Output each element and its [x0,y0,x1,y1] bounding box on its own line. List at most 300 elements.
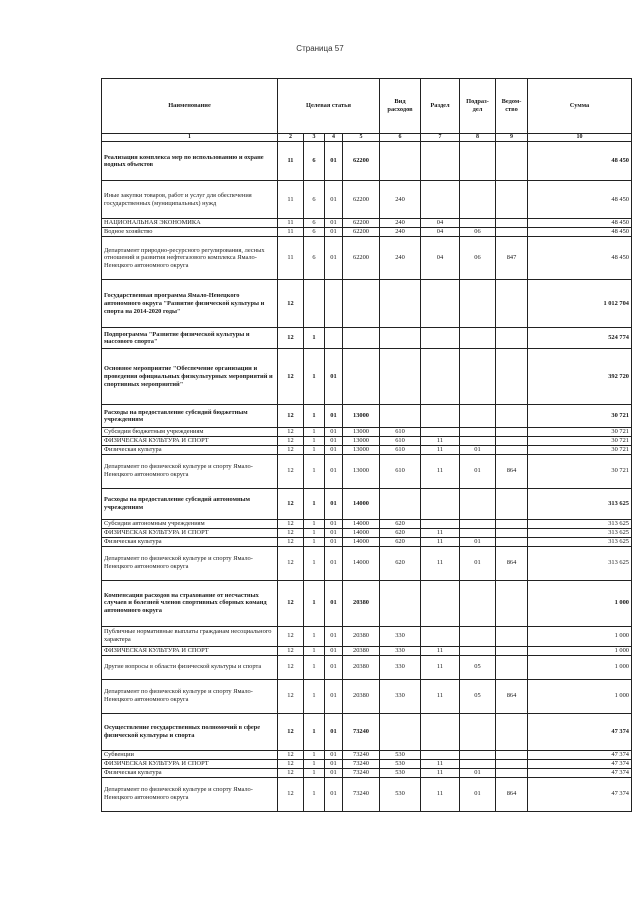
row-name: Другие вопросы в области физической культуры и спорта [102,655,278,679]
cell-subprogram [304,280,325,328]
cell-expense-type: 330 [380,646,421,655]
cell-section: 11 [421,436,460,445]
table-row [102,759,632,768]
row-name: Физическая культура [102,768,278,777]
cell-program: 11 [278,181,304,219]
cell-section [421,428,460,437]
cell-subprogram: 1 [304,546,325,580]
cell-program: 12 [278,519,304,528]
cell-section [421,280,460,328]
cell-expense-type: 330 [380,679,421,713]
cell-subprogram: 1 [304,679,325,713]
cell-sum: 47 374 [528,713,632,750]
cell-expense-type: 620 [380,537,421,546]
cell-sum: 313 625 [528,488,632,519]
row-name: ФИЗИЧЕСКАЯ КУЛЬТУРА И СПОРТ [102,759,278,768]
header-target-article: Целевая статья [278,79,380,134]
cell-subprogram: 1 [304,626,325,646]
row-name: Осуществление государственных полномочий в сфере физической культуры и спорта [102,713,278,750]
cell-subprogram: 1 [304,405,325,428]
cell-department [496,228,528,237]
cell-department: 864 [496,454,528,488]
cell-subsection [460,519,496,528]
cell-activity: 01 [325,349,343,405]
cell-program: 12 [278,428,304,437]
cell-department [496,428,528,437]
table-row [102,546,632,580]
table-row [102,405,632,428]
cell-section [421,488,460,519]
cell-direction: 13000 [343,436,380,445]
cell-sum: 30 721 [528,405,632,428]
cell-sum: 30 721 [528,428,632,437]
cell-sum: 48 450 [528,228,632,237]
cell-section [421,142,460,181]
cell-direction: 14000 [343,537,380,546]
cell-expense-type: 620 [380,546,421,580]
cell-sum: 1 000 [528,646,632,655]
cell-expense-type: 240 [380,228,421,237]
cell-section: 04 [421,219,460,228]
cell-department [496,528,528,537]
cell-expense-type: 620 [380,528,421,537]
cell-expense-type: 530 [380,777,421,811]
cell-section: 04 [421,237,460,280]
cell-activity [325,328,343,349]
cell-sum: 30 721 [528,445,632,454]
cell-expense-type: 240 [380,181,421,219]
cell-subprogram: 1 [304,777,325,811]
cell-subprogram: 1 [304,580,325,626]
cell-program: 12 [278,328,304,349]
table-row [102,445,632,454]
table-row [102,181,632,219]
cell-expense-type [380,488,421,519]
cell-subsection: 01 [460,777,496,811]
cell-expense-type: 610 [380,428,421,437]
cell-department: 864 [496,546,528,580]
row-name: Реализация комплекса мер по использованию и охране водных объектов [102,142,278,181]
cell-sum: 1 012 704 [528,280,632,328]
cell-subprogram: 1 [304,349,325,405]
cell-section: 11 [421,679,460,713]
table-row [102,537,632,546]
cell-direction: 14000 [343,528,380,537]
cell-activity: 01 [325,445,343,454]
cell-direction: 73240 [343,768,380,777]
cell-department [496,759,528,768]
cell-subprogram: 1 [304,646,325,655]
cell-program: 12 [278,646,304,655]
cell-program: 12 [278,405,304,428]
cell-activity: 01 [325,142,343,181]
cell-direction: 13000 [343,445,380,454]
cell-activity: 01 [325,546,343,580]
cell-activity: 01 [325,580,343,626]
cell-expense-type: 530 [380,750,421,759]
cell-subprogram: 1 [304,537,325,546]
cell-activity: 01 [325,519,343,528]
cell-program: 11 [278,219,304,228]
row-name: ФИЗИЧЕСКАЯ КУЛЬТУРА И СПОРТ [102,528,278,537]
table-row [102,428,632,437]
row-name: Субвенции [102,750,278,759]
cell-sum: 30 721 [528,454,632,488]
table-row [102,750,632,759]
cell-program: 12 [278,436,304,445]
cell-sum: 313 625 [528,546,632,580]
column-number: 6 [380,134,421,142]
row-name: Физическая культура [102,445,278,454]
row-name: НАЦИОНАЛЬНАЯ ЭКОНОМИКА [102,219,278,228]
cell-section [421,519,460,528]
cell-direction: 14000 [343,546,380,580]
cell-subsection: 06 [460,228,496,237]
cell-subsection: 05 [460,655,496,679]
cell-subsection: 01 [460,546,496,580]
column-numbers-row [102,134,632,142]
table-row [102,228,632,237]
cell-program: 12 [278,280,304,328]
cell-activity: 01 [325,237,343,280]
cell-subsection [460,328,496,349]
row-name: Субсидии автономным учреждениям [102,519,278,528]
cell-subsection [460,428,496,437]
cell-program: 12 [278,759,304,768]
cell-section: 11 [421,546,460,580]
cell-sum: 1 000 [528,580,632,626]
cell-department: 864 [496,679,528,713]
cell-activity: 01 [325,537,343,546]
cell-activity: 01 [325,436,343,445]
cell-activity: 01 [325,181,343,219]
cell-program: 12 [278,750,304,759]
cell-subprogram: 1 [304,445,325,454]
cell-expense-type: 330 [380,655,421,679]
cell-department [496,750,528,759]
cell-department [496,537,528,546]
cell-activity: 01 [325,626,343,646]
cell-program: 12 [278,528,304,537]
cell-section: 11 [421,528,460,537]
cell-direction: 14000 [343,519,380,528]
cell-section [421,713,460,750]
cell-subsection [460,528,496,537]
cell-direction [343,280,380,328]
column-number: 9 [496,134,528,142]
column-number: 4 [325,134,343,142]
cell-department [496,626,528,646]
column-number: 5 [343,134,380,142]
cell-activity: 01 [325,777,343,811]
table-row [102,713,632,750]
cell-department [496,142,528,181]
cell-direction: 20380 [343,580,380,626]
table-row [102,349,632,405]
cell-subsection [460,436,496,445]
cell-expense-type: 530 [380,759,421,768]
cell-section: 11 [421,646,460,655]
cell-department [496,655,528,679]
cell-subsection [460,713,496,750]
cell-program: 11 [278,228,304,237]
table-row [102,488,632,519]
table-row [102,679,632,713]
cell-program: 12 [278,488,304,519]
cell-program: 12 [278,713,304,750]
cell-sum: 48 450 [528,219,632,228]
cell-program: 12 [278,655,304,679]
cell-expense-type: 610 [380,454,421,488]
cell-activity: 01 [325,488,343,519]
cell-subprogram: 6 [304,219,325,228]
cell-subsection [460,580,496,626]
cell-activity: 01 [325,768,343,777]
cell-department [496,328,528,349]
cell-program: 12 [278,626,304,646]
cell-activity: 01 [325,679,343,713]
header-department: Ведом-ство [496,79,528,134]
cell-subprogram: 1 [304,454,325,488]
table-row [102,768,632,777]
cell-department: 847 [496,237,528,280]
header-subsection: Подраз-дел [460,79,496,134]
cell-sum: 1 000 [528,626,632,646]
cell-subsection: 01 [460,445,496,454]
cell-department: 864 [496,777,528,811]
cell-program: 12 [278,777,304,811]
cell-section [421,328,460,349]
table-row [102,219,632,228]
cell-section: 11 [421,655,460,679]
cell-program: 11 [278,142,304,181]
table-row [102,646,632,655]
cell-subsection [460,646,496,655]
cell-sum: 30 721 [528,436,632,445]
cell-subprogram: 1 [304,428,325,437]
cell-department [496,580,528,626]
header-expense-type: Вид расходов [380,79,421,134]
cell-section [421,750,460,759]
cell-direction: 13000 [343,405,380,428]
cell-direction: 62200 [343,181,380,219]
table-row [102,655,632,679]
cell-expense-type [380,280,421,328]
row-name: Водное хозяйство [102,228,278,237]
cell-subprogram: 1 [304,488,325,519]
row-name: Расходы на предоставление субсидий бюджетным учреждениям [102,405,278,428]
cell-subsection [460,626,496,646]
cell-subprogram: 6 [304,142,325,181]
cell-subsection [460,405,496,428]
cell-activity: 01 [325,428,343,437]
cell-section: 11 [421,537,460,546]
cell-activity [325,280,343,328]
column-number: 2 [278,134,304,142]
cell-activity: 01 [325,219,343,228]
cell-direction: 20380 [343,655,380,679]
cell-sum: 1 000 [528,655,632,679]
header-name: Наименование [102,79,278,134]
cell-subprogram: 1 [304,328,325,349]
cell-subsection: 01 [460,768,496,777]
cell-direction: 13000 [343,454,380,488]
cell-expense-type [380,142,421,181]
cell-direction: 62200 [343,237,380,280]
cell-department [496,405,528,428]
budget-table [101,78,632,812]
cell-direction: 20380 [343,646,380,655]
row-name: ФИЗИЧЕСКАЯ КУЛЬТУРА И СПОРТ [102,646,278,655]
cell-section: 11 [421,759,460,768]
cell-section [421,181,460,219]
row-name: Иные закупки товаров, работ и услуг для обеспечения государственных (муниципальных) нужд [102,181,278,219]
cell-department [496,280,528,328]
table-row [102,436,632,445]
cell-program: 12 [278,580,304,626]
cell-expense-type: 330 [380,626,421,646]
cell-subprogram: 1 [304,750,325,759]
cell-activity: 01 [325,454,343,488]
cell-activity: 01 [325,655,343,679]
table-row [102,454,632,488]
cell-department [496,646,528,655]
page-label: Страница 57 [296,44,344,53]
cell-section: 11 [421,777,460,811]
column-number: 7 [421,134,460,142]
cell-subsection [460,349,496,405]
cell-expense-type [380,328,421,349]
cell-program: 12 [278,454,304,488]
cell-program: 12 [278,546,304,580]
cell-subprogram: 6 [304,237,325,280]
cell-program: 12 [278,768,304,777]
cell-activity: 01 [325,750,343,759]
cell-activity: 01 [325,228,343,237]
row-name: Субсидии бюджетным учреждениям [102,428,278,437]
cell-subsection [460,750,496,759]
column-number: 8 [460,134,496,142]
cell-direction [343,349,380,405]
cell-expense-type: 530 [380,768,421,777]
cell-sum: 313 625 [528,528,632,537]
cell-direction: 73240 [343,713,380,750]
row-name: Государственная программа Ямало-Ненецкого автономного округа "Развитие физической культуры и спорта на 2014-2020 годы" [102,280,278,328]
cell-program: 12 [278,537,304,546]
cell-section: 11 [421,454,460,488]
cell-subsection: 06 [460,237,496,280]
row-name: Департамент по физической культуре и спорту Ямало-Ненецкого автономного округа [102,454,278,488]
cell-subprogram: 6 [304,228,325,237]
table-row [102,626,632,646]
cell-section [421,405,460,428]
row-name: Компенсация расходов на страхование от несчастных случаев и болезней членов спортивных сборных команд автономного округа [102,580,278,626]
table-row [102,142,632,181]
header-sum: Сумма [528,79,632,134]
cell-department [496,445,528,454]
cell-sum: 48 450 [528,142,632,181]
cell-activity: 01 [325,528,343,537]
cell-expense-type [380,580,421,626]
cell-expense-type [380,405,421,428]
cell-sum: 47 374 [528,777,632,811]
row-name: Подпрограмма "Развитие физической культуры и массового спорта" [102,328,278,349]
cell-activity: 01 [325,713,343,750]
cell-department [496,181,528,219]
cell-subprogram: 1 [304,519,325,528]
cell-sum: 48 450 [528,237,632,280]
cell-sum: 524 774 [528,328,632,349]
cell-sum: 392 720 [528,349,632,405]
table-row [102,528,632,537]
cell-program: 12 [278,679,304,713]
column-number: 10 [528,134,632,142]
cell-section: 11 [421,768,460,777]
cell-program: 12 [278,445,304,454]
cell-department [496,219,528,228]
cell-subsection [460,219,496,228]
cell-sum: 313 625 [528,519,632,528]
cell-subsection [460,488,496,519]
column-number: 3 [304,134,325,142]
table-row [102,580,632,626]
cell-program: 11 [278,237,304,280]
table-row [102,519,632,528]
cell-subsection [460,759,496,768]
cell-direction: 62200 [343,228,380,237]
cell-expense-type [380,349,421,405]
cell-sum: 47 374 [528,759,632,768]
table-row [102,237,632,280]
cell-section: 11 [421,445,460,454]
cell-subsection [460,280,496,328]
cell-direction: 73240 [343,777,380,811]
cell-section [421,349,460,405]
header-row [102,79,632,134]
row-name: Физическая культура [102,537,278,546]
cell-activity: 01 [325,646,343,655]
cell-subsection [460,142,496,181]
table-row [102,280,632,328]
cell-expense-type: 620 [380,519,421,528]
cell-direction: 14000 [343,488,380,519]
cell-department [496,713,528,750]
cell-sum: 313 625 [528,537,632,546]
cell-direction: 62200 [343,142,380,181]
cell-section [421,580,460,626]
row-name: Расходы на предоставление субсидий автономным учреждениям [102,488,278,519]
cell-department [496,488,528,519]
cell-sum: 48 450 [528,181,632,219]
cell-activity: 01 [325,759,343,768]
cell-department [496,519,528,528]
cell-department [496,768,528,777]
table-row [102,328,632,349]
cell-sum: 47 374 [528,768,632,777]
cell-subprogram: 1 [304,768,325,777]
cell-subsection: 01 [460,537,496,546]
cell-department [496,349,528,405]
cell-expense-type: 240 [380,219,421,228]
header-section: Раздел [421,79,460,134]
row-name: Департамент по физической культуре и спорту Ямало-Ненецкого автономного округа [102,546,278,580]
row-name: Департамент природно-ресурсного регулирования, лесных отношений и развития нефтегазового комплекса Ямало-Ненецкого автономного округа [102,237,278,280]
row-name: ФИЗИЧЕСКАЯ КУЛЬТУРА И СПОРТ [102,436,278,445]
cell-direction: 13000 [343,428,380,437]
row-name: Основное мероприятие "Обеспечение организации и проведения официальных физкультурных мероприятий и спортивных мероприятий" [102,349,278,405]
cell-subsection [460,181,496,219]
cell-direction: 20380 [343,679,380,713]
